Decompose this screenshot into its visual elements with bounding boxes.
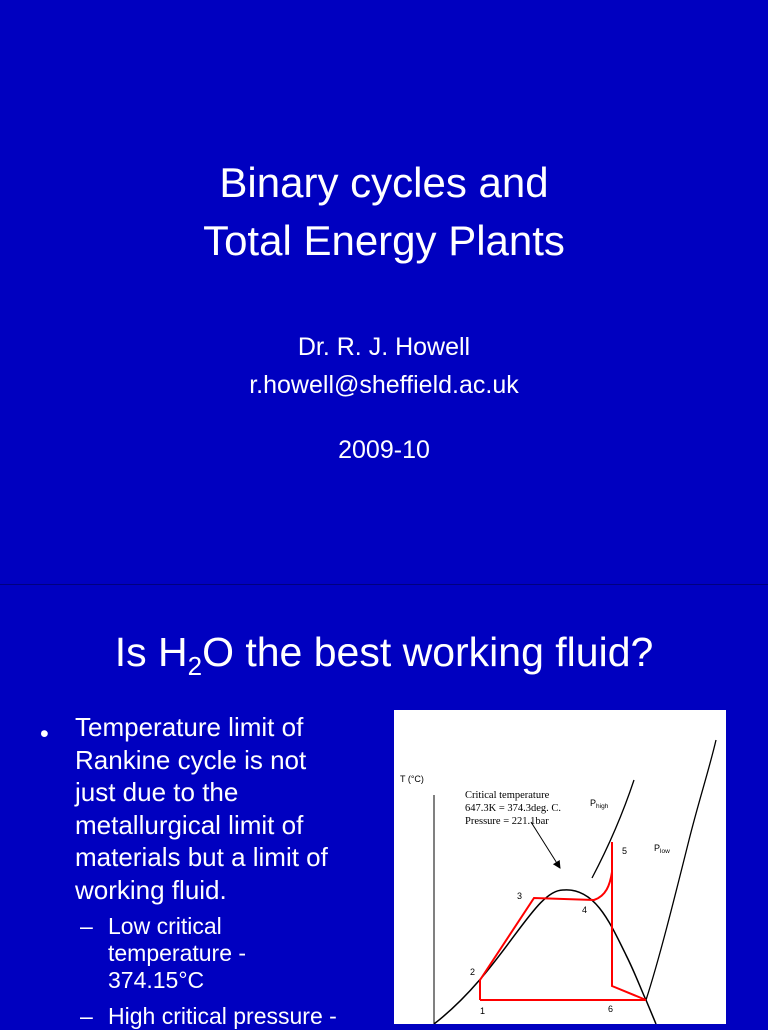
isobar-p-low xyxy=(646,740,716,1000)
title-part-2: O the best working fluid? xyxy=(202,629,654,675)
slide-2-title xyxy=(0,629,768,681)
bullet-line: metallurgical limit of xyxy=(75,809,304,840)
critical-point-arrow xyxy=(531,822,560,868)
critical-note-line-1: Critical temperature xyxy=(465,790,550,801)
sub-bullet-line: Low critical xyxy=(108,913,222,939)
title-subscript: 2 xyxy=(187,651,203,681)
sub-bullet-line: High critical pressure - xyxy=(108,1003,337,1029)
sub-bullet-dash-icon: – xyxy=(80,913,93,939)
state-point-6: 6 xyxy=(608,1004,614,1014)
bullet-line: just due to the xyxy=(75,777,239,807)
bullet-line: Rankine cycle is not xyxy=(75,744,307,775)
y-axis-label: T (°C) xyxy=(400,774,424,784)
state-point-2: 2 xyxy=(470,967,476,977)
author-name: Dr. R. J. Howell xyxy=(297,333,471,361)
sub-bullet-1 xyxy=(108,913,378,994)
saturation-dome xyxy=(434,890,656,1024)
author-email: r.howell@sheffield.ac.uk xyxy=(249,371,519,399)
rankine-cycle-path xyxy=(480,842,646,1000)
slide-1-title-line-1: Binary cycles and xyxy=(219,159,549,206)
bullet-dot-icon: • xyxy=(40,720,49,748)
slide-1-title-line-2: Total Energy Plants xyxy=(203,217,565,264)
sub-bullet-line: temperature - xyxy=(108,940,247,966)
critical-note-line-2: 647.3K = 374.3deg. C. xyxy=(465,803,562,814)
critical-note-line-3: Pressure = 221.1bar xyxy=(465,816,549,827)
state-point-4: 4 xyxy=(582,905,588,915)
state-point-3: 3 xyxy=(517,891,523,901)
ts-diagram xyxy=(394,710,726,1024)
p-low-label: $P_{low}$ xyxy=(654,843,670,855)
bullet-line: materials but a limit of xyxy=(75,842,328,872)
sub-bullet-2 xyxy=(108,1003,378,1030)
state-point-1: 1 xyxy=(480,1006,486,1016)
bullet-line: working fluid. xyxy=(75,874,227,905)
slide-2 xyxy=(0,585,768,1029)
sub-bullet-line: 374.15°C xyxy=(108,967,205,993)
title-part-1: Is H xyxy=(114,629,188,675)
bullet-text xyxy=(75,711,375,906)
p-high-label: $P_{high}$ xyxy=(590,798,609,810)
bullet-line: Temperature limit of xyxy=(75,712,304,742)
sub-bullet-dash-icon: – xyxy=(80,1003,93,1029)
state-point-5: 5 xyxy=(622,846,628,856)
academic-year: 2009-10 xyxy=(338,436,430,464)
ts-diagram-svg xyxy=(394,710,726,1024)
